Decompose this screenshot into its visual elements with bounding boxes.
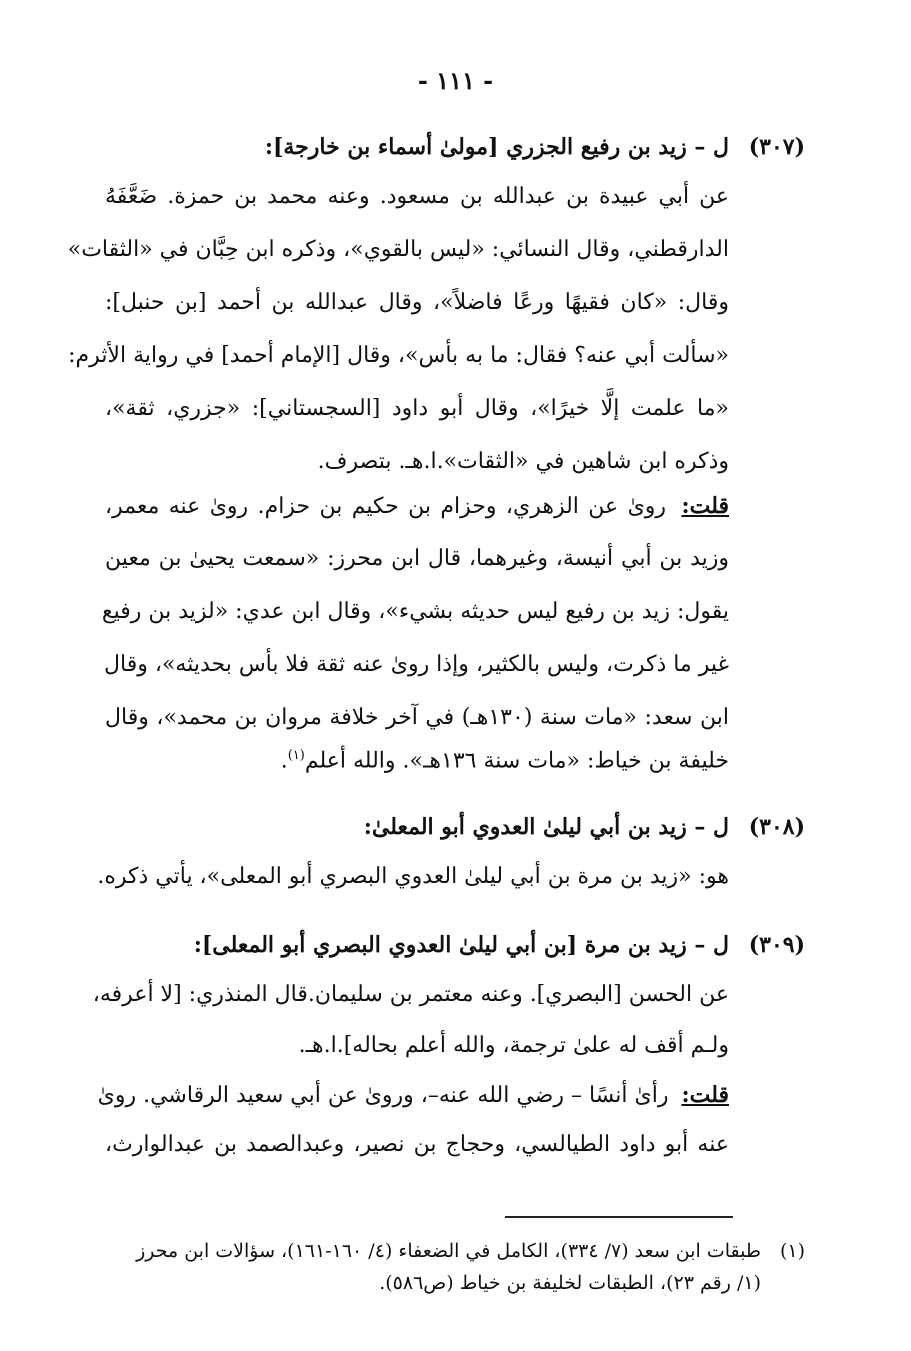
footnote-line <box>105 1240 805 1262</box>
note-line <box>97 1082 729 1108</box>
footnote-number: (١) <box>779 1240 805 1262</box>
footnote-divider <box>505 1216 733 1218</box>
note-label: قلت: <box>681 493 729 519</box>
text-line: عن أبي عبيدة بن عبدالله بن مسعود. وعنه محمد بن حمزة. ضَعَّفَهُ <box>105 184 729 209</box>
text-line: هو: «زيد بن مرة بن أبي ليلىٰ العدوي البصري أبو المعلى»، يأتي ذكره. <box>97 864 729 889</box>
note-line <box>105 493 729 519</box>
entry-heading-309 <box>90 932 805 958</box>
footnote-marker: (١) <box>287 748 305 763</box>
note-label: قلت: <box>681 1082 729 1108</box>
note-end: . <box>280 748 288 774</box>
entry-number: (٣٠٧) <box>748 134 805 160</box>
text-line: عن الحسن [البصري]. وعنه معتمر بن سليمان.قال المنذري: [لا أعرفه، <box>92 982 729 1007</box>
footnote-line: (١/ رقم ٢٣)، الطبقات لخليفة بن خياط (ص٥٨٦). <box>379 1272 761 1294</box>
text-line: وقال: «كان فقيهًا ورعًا فاضلاً»، وقال عبدالله بن أحمد [بن حنبل]: <box>105 290 729 315</box>
note-line: ابن سعد: «مات سنة (١٣٠هـ) في آخر خلافة مروان بن محمد»، وقال <box>105 705 729 730</box>
note-text: خليفة بن خياط: «مات سنة ١٣٦هـ». والله أعلم <box>304 748 729 774</box>
entry-heading-307 <box>90 134 805 160</box>
note-line: عنه أبو داود الطيالسي، وحجاج بن نصير، وعبدالصمد بن عبدالوارث، <box>105 1132 729 1157</box>
note-line: غير ما ذكرت، وليس بالكثير، وإذا روىٰ عنه ثقة فلا بأس بحديثه»، وقال <box>104 652 729 677</box>
text-line: «سألت أبي عنه؟ فقال: ما به بأس»، وقال [الإمام أحمد] في رواية الأثرم: <box>68 343 729 368</box>
text-line: ولـم أقف له علىٰ ترجمة، والله أعلم بحاله].ا.هـ. <box>298 1033 729 1058</box>
entry-number: (٣٠٩) <box>748 932 805 958</box>
entry-title: ل – زيد بن مرة [بن أبي ليلىٰ العدوي البصري أبو المعلى]: <box>193 932 730 958</box>
note-text: رأىٰ أنسًا – رضي الله عنه–، وروىٰ عن أبي سعيد الرقاشي. روىٰ <box>97 1083 669 1108</box>
entry-title: ل – زيد بن رفيع الجزري [مولىٰ أسماء بن خارجة]: <box>264 134 730 160</box>
entry-heading-308 <box>90 814 805 840</box>
entry-title: ل – زيد بن أبي ليلىٰ العدوي أبو المعلىٰ: <box>363 814 730 840</box>
text-line: وذكره ابن شاهين في «الثقات».ا.هـ. بتصرف. <box>317 449 729 474</box>
note-line: وزيد بن أبي أنيسة، وغيرهما، قال ابن محرز: «سمعت يحيىٰ بن معين <box>105 546 729 571</box>
text-line: الدارقطني، وقال النسائي: «ليس بالقوي»، وذكره ابن حِبَّان في «الثقات» <box>67 237 729 262</box>
note-text: روىٰ عن الزهري، وحزام بن حكيم بن حزام. روىٰ عنه معمر، <box>105 494 667 519</box>
note-line <box>105 748 729 773</box>
page-number: - ١١١ - <box>417 66 494 95</box>
note-line: يقول: زيد بن رفيع ليس حديثه بشيء»، وقال ابن عدي: «لزيد بن رفيع <box>101 599 729 624</box>
text-line: «ما علمت إلَّا خيرًا»، وقال أبو داود [السجستاني]: «جزري، ثقة»، <box>105 396 729 421</box>
footnote-text: طبقات ابن سعد (٧/ ٣٣٤)، الكامل في الضعفاء (٤/ ١٦٠-١٦١)، سؤالات ابن محرز <box>136 1240 761 1262</box>
entry-number: (٣٠٨) <box>748 814 805 840</box>
